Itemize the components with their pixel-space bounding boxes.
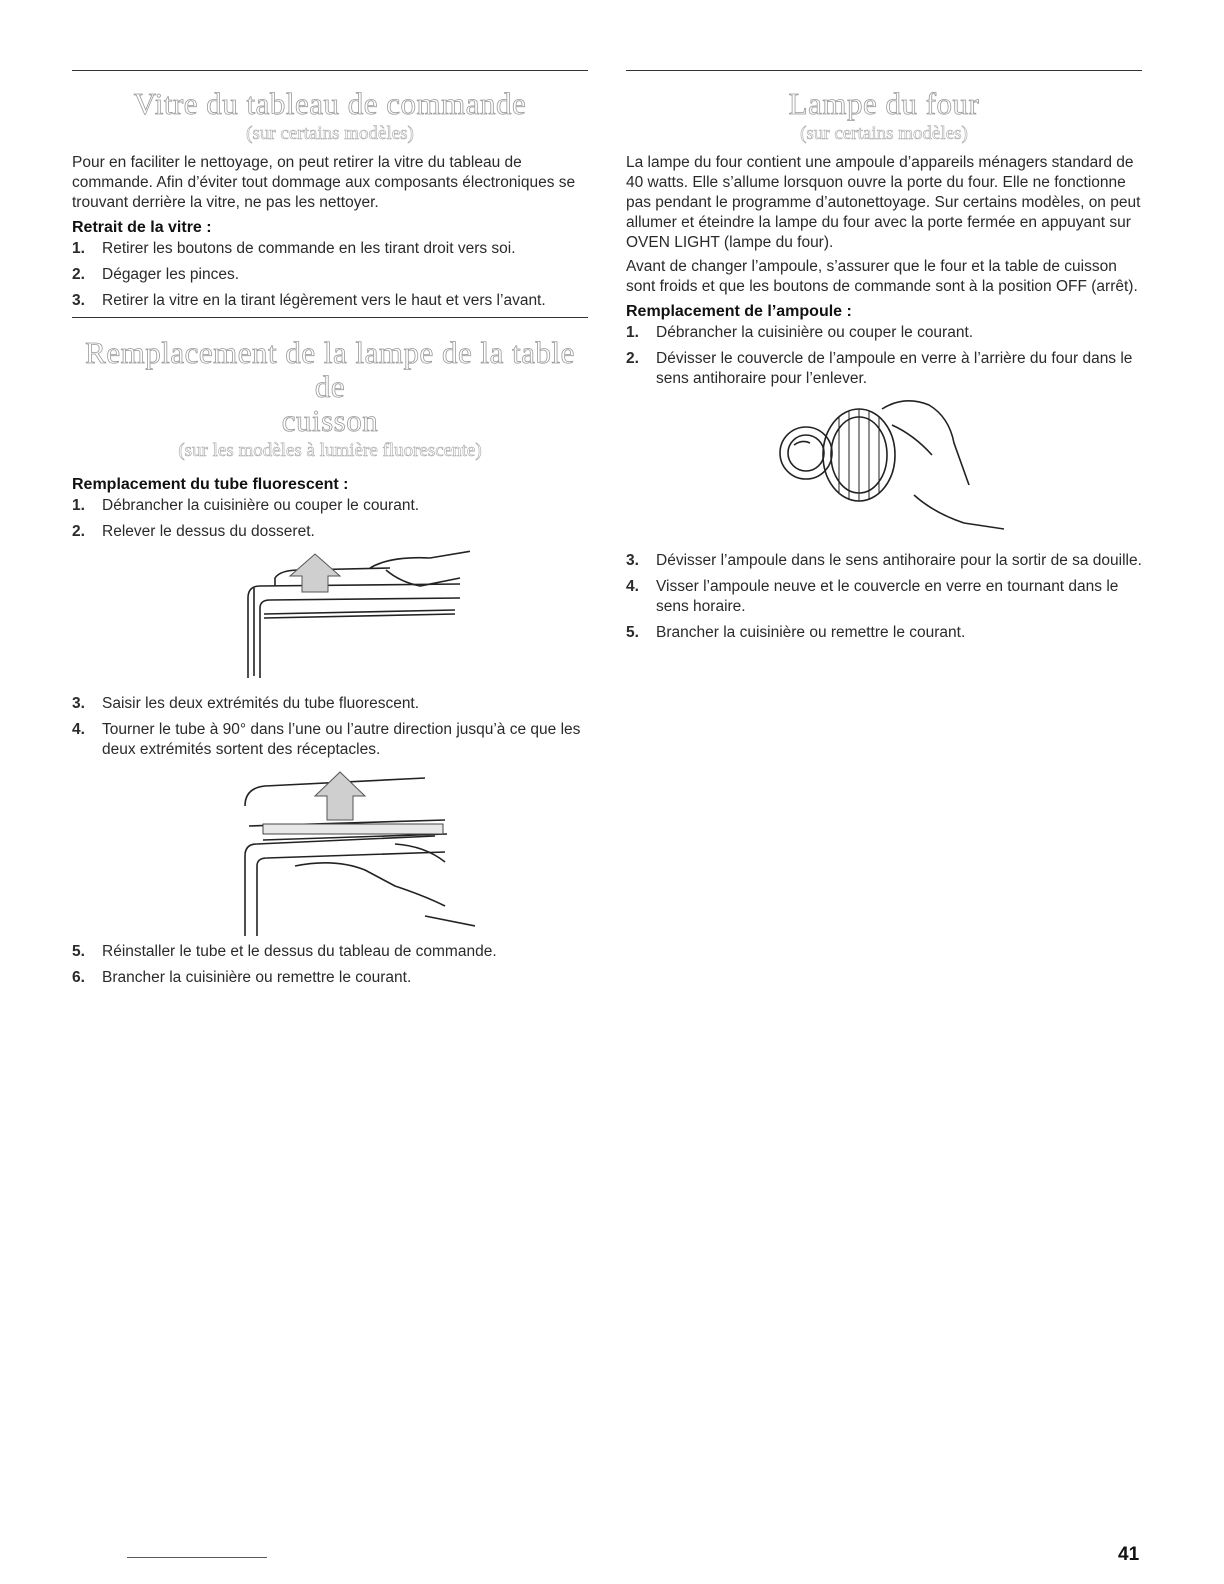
step-number: 4. [626,578,639,595]
list-item [72,265,588,285]
step-text: Retirer la vitre en la tirant légèrement vers le haut et vers l’avant. [102,292,546,309]
steps-tube-a [72,496,588,542]
step-text: Brancher la cuisinière ou remettre le courant. [656,624,966,641]
page-number: 41 [1118,1544,1140,1565]
step-number: 5. [626,624,639,641]
list-item [72,968,588,988]
list-item [72,291,588,311]
step-number: 1. [626,324,639,341]
step-text: Débrancher la cuisinière ou couper le courant. [102,497,420,514]
steps-bulb-a [626,323,1142,389]
step-text: Débrancher la cuisinière ou couper le courant. [656,324,974,341]
list-item [72,942,588,962]
steps-bulb-b [626,551,1142,643]
title-line: Remplacement de la lampe de la table de [85,335,575,404]
step-text: Brancher la cuisinière ou remettre le courant. [102,969,412,986]
section-title-oven-lamp: Lampe du four [788,86,980,121]
steps-tube-b [72,694,588,760]
bulb-cover-illustration [764,395,1004,545]
footer-line [127,1557,267,1558]
subheading-glass-removal: Retrait de la vitre : [72,219,212,236]
left-column [72,70,588,994]
step-number: 2. [72,266,85,283]
section-divider [72,70,588,71]
list-item [72,720,588,760]
oven-lamp-paragraph: La lampe du four contient une ampoule d’appareils ménagers standard de 40 watts. Elle s’allume lorsquon ouvre la porte du four. Elle ne fonctionne pas pendant le programme d’autonettoyage. Sur certains modèles, on peut allumer et éteindre la lampe du four avec la porte fermée en appuyant sur OVEN LIGHT (lampe du four). [626,154,1141,251]
subheading-fluorescent-tube: Remplacement du tube fluorescent : [72,476,349,493]
step-number: 1. [72,497,85,514]
list-item [626,349,1142,389]
title-line: cuisson [281,403,379,438]
step-text: Visser l’ampoule neuve et le couvercle en verre en tournant dans le sens horaire. [656,578,1119,615]
step-number: 2. [626,350,639,367]
section-title-control-panel-glass: Vitre du tableau de commande [133,86,527,121]
section-subtitle: (sur les modèles à lumière fluorescente) [178,440,482,461]
list-item [626,323,1142,343]
section-divider [72,317,588,318]
right-column [626,70,1142,649]
step-text: Dévisser l’ampoule dans le sens antihoraire pour la sortir de sa douille. [656,552,1142,569]
step-number: 3. [72,695,85,712]
step-number: 3. [72,292,85,309]
step-text: Retirer les boutons de commande en les tirant droit vers soi. [102,240,516,257]
steps-tube-c [72,942,588,988]
list-item [626,577,1142,617]
list-item [72,694,588,714]
step-text: Tourner le tube à 90° dans l’une ou l’autre direction jusqu’à ce que les deux extrémités sortent des réceptacles. [102,721,581,758]
oven-lamp-paragraph-2: Avant de changer l’ampoule, s’assurer que le four et la table de cuisson sont froids et que les boutons de commande sont à la position OFF (arrêt). [626,258,1138,295]
section-subtitle: (sur certains modèles) [246,123,414,144]
step-text: Relever le dessus du dosseret. [102,523,315,540]
section-subtitle: (sur certains modèles) [800,123,968,144]
step-number: 2. [72,523,85,540]
step-number: 5. [72,943,85,960]
intro-paragraph: Pour en faciliter le nettoyage, on peut retirer la vitre du tableau de commande. Afin d’éviter tout dommage aux composants électroniques se trouvant derrière la vitre, ne pas les nettoyer. [72,154,576,211]
list-item [72,496,588,516]
step-text: Dévisser le couvercle de l’ampoule en verre à l’arrière du four dans le sens antihoraire pour l’enlever. [656,350,1133,387]
step-number: 6. [72,969,85,986]
list-item [72,522,588,542]
steps-glass-removal [72,239,588,311]
section-divider [626,70,1142,71]
list-item [626,623,1142,643]
step-text: Dégager les pinces. [102,266,239,283]
step-text: Saisir les deux extrémités du tube fluorescent. [102,695,420,712]
list-item [72,239,588,259]
section-title-cooktop-lamp [72,336,588,438]
subheading-bulb-replacement: Remplacement de l’ampoule : [626,303,852,320]
step-number: 3. [626,552,639,569]
step-text: Réinstaller le tube et le dessus du tableau de commande. [102,943,497,960]
list-item [626,551,1142,571]
tube-rotation-illustration [185,766,475,936]
backguard-lift-illustration [190,548,470,688]
step-number: 4. [72,721,85,738]
step-number: 1. [72,240,85,257]
